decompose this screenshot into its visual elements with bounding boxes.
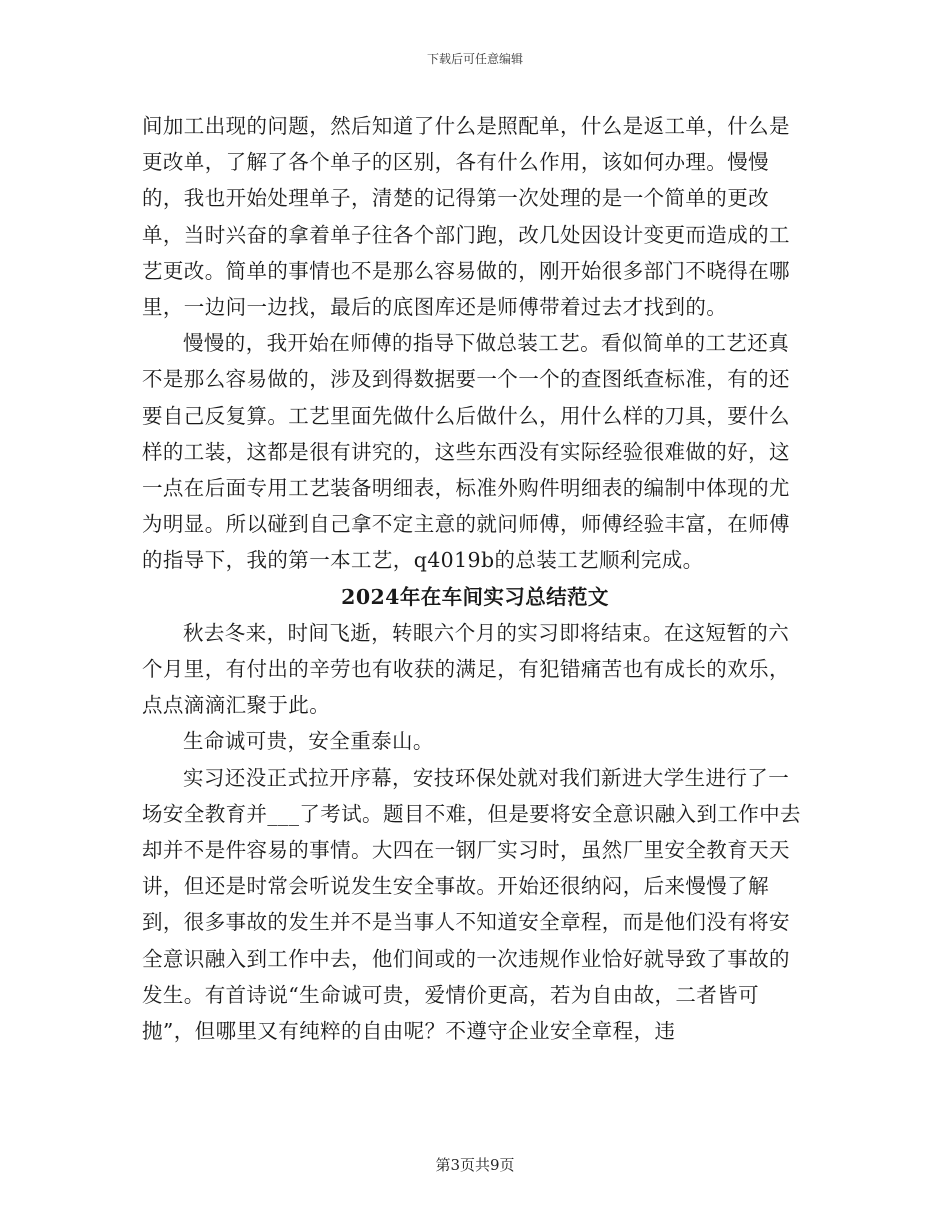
paragraph-safety-motto: 生命诚可贵，安全重泰山。 (183, 729, 434, 754)
section-title: 2024年在车间实习总结范文 (341, 584, 609, 609)
paragraph-assembly-process: 慢慢的，我开始在师傅的指导下做总装工艺。看似简单的工艺还真不是那么容易做的，涉及到得数据要一个一个的查图纸查标准，有的还要自己反复算。工艺里面先做什么后做什么，用什么样的刀具，要什么样的工装，这都是很有讲究的，这些东西没有实际经验很难做的好，这一点在后面专用工艺装备明细表，标准外购件明细表的编制中体现的尤为明显。所以碰到自己拿不定主意的就问师傅，师傅经验丰富，在师傅的指导下，我的第一本工艺，q4019b的总装工艺顺利完成。 (142, 331, 790, 573)
paragraph-intro: 秋去冬来，时间飞逝，转眼六个月的实习即将结束。在这短暂的六个月里，有付出的辛劳也有收获的满足，有犯错痛苦也有成长的欢乐，点点滴滴汇聚于此。 (142, 620, 790, 718)
document-body (142, 108, 808, 1049)
page-header: 下载后可任意编辑 (426, 52, 523, 66)
page-footer: 第3页共9页 (435, 1156, 515, 1174)
paragraph-safety-education: 实习还没正式拉开序幕，安技环保处就对我们新进大学生进行了一场安全教育并___了考试。题目不难，但是要将安全意识融入到工作中去却并不是件容易的事情。大四在一钢厂实习时，虽然厂里安全教育天天讲，但还是时常会听说发生安全事故。开始还很纳闷，后来慢慢了解到，很多事故的发生并不是当事人不知道安全章程，而是他们没有将安全意识融入到工作中去，他们间或的一次违规作业恰好就导致了事故的发生。有首诗说“生命诚可贵，爱情价更高，若为自由故，二者皆可抛”，但哪里又有纯粹的自由呢？不遵守企业安全章程，违 (142, 765, 801, 1044)
paragraph-continuation: 间加工出现的问题，然后知道了什么是照配单，什么是返工单，什么是更改单，了解了各个单子的区别，各有什么作用，该如何办理。慢慢的，我也开始处理单子，清楚的记得第一次处理的是一个简单的更改单，当时兴奋的拿着单子往各个部门跑，改几处因设计变更而造成的工艺更改。简单的事情也不是那么容易做的，刚开始很多部门不晓得在哪里，一边问一边找，最后的底图库还是师傅带着过去才找到的。 (142, 114, 790, 320)
